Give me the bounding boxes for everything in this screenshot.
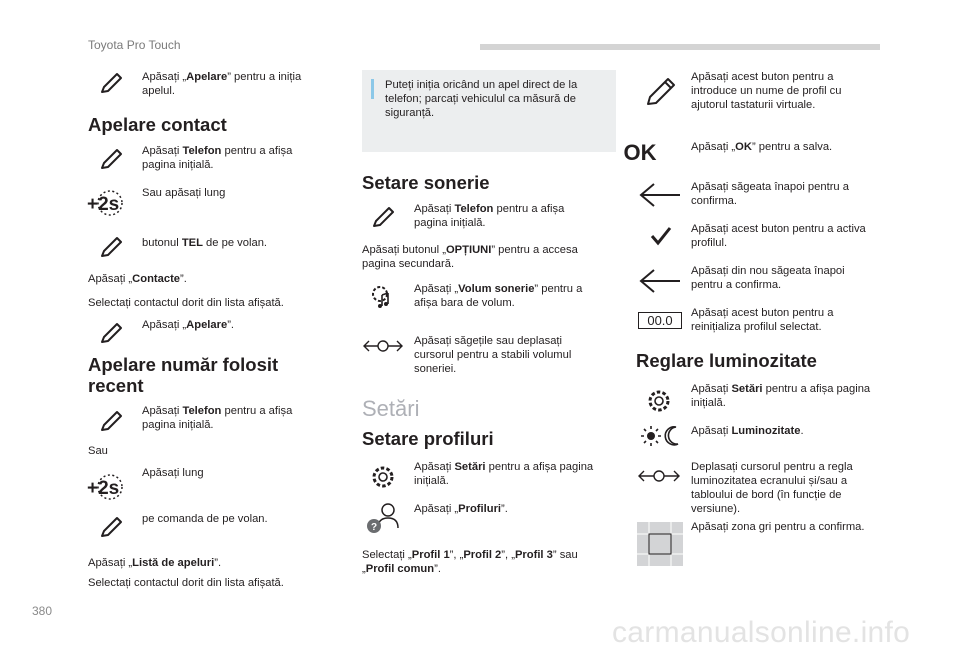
- c2-instr-volume: Apăsați „Volum sonerie” pentru a afișa bara de volum.: [414, 283, 583, 309]
- back-arrow-icon: [638, 268, 682, 294]
- svg-text:?: ?: [371, 522, 378, 533]
- slider-arrows-icon: [363, 338, 403, 354]
- volume-gear-icon: [368, 282, 396, 310]
- brightness-icon: [640, 424, 682, 448]
- c3-instr-brightness: Apăsați Luminozitate.: [691, 425, 804, 437]
- c1-instr-phone: Apăsați Telefon pentru a afișa pagina inițială.: [142, 145, 293, 171]
- c3-instr-name: Apăsați acest buton pentru a introduce un nume de profil cu ajutorul tastaturii virtuale.: [691, 71, 842, 111]
- edit-pencil-icon: [646, 76, 678, 106]
- reset-counter-icon: 00.0: [638, 312, 682, 329]
- pencil-icon: [100, 322, 124, 344]
- back-arrow-icon: [638, 182, 682, 208]
- c1-para-select2: Selectați contactul dorit din lista afișată.: [88, 577, 284, 589]
- c1-para-calllist: Apăsați „Listă de apeluri”.: [88, 557, 222, 569]
- c3-instr-ok: Apăsați „OK” pentru a salva.: [691, 141, 833, 153]
- c3-instr-slider: Deplasați cursorul pentru a regla luminozitatea ecranului și/sau a tabloului de bord (în funcție de versiune).: [691, 461, 853, 515]
- header-title: Toyota Pro Touch: [88, 38, 181, 52]
- grey-zone-icon: [637, 522, 683, 566]
- hold-2s-icon: [86, 190, 128, 218]
- checkmark-icon: [650, 226, 672, 246]
- pencil-icon: [100, 148, 124, 170]
- c1-para-select: Selectați contactul dorit din lista afișată.: [88, 297, 284, 309]
- note-accent-bar: [371, 79, 374, 99]
- profile-user-icon: [366, 500, 402, 538]
- heading-apelare-contact: Apelare contact: [88, 114, 227, 135]
- c1-instr-call: Apăsați „Apelare” pentru a iniția apelul.: [142, 71, 302, 97]
- heading-apelare-recent: Apelare număr folosit recent: [88, 354, 279, 396]
- slider-arrows-icon: [638, 468, 680, 484]
- settings-gear-icon: [646, 388, 672, 414]
- c2-instr-phone: Apăsați Telefon pentru a afișa pagina inițială.: [414, 203, 565, 229]
- c3-instr-reset: Apăsați acest buton pentru a reinițializa profilul selectat.: [691, 307, 834, 333]
- pencil-icon: [100, 516, 124, 538]
- c1-instr-call2: Apăsați „Apelare”.: [142, 319, 235, 331]
- ok-icon: OK: [623, 140, 657, 165]
- watermark: carmanualsonline.info: [612, 616, 911, 649]
- c3-instr-activate: Apăsați acest buton pentru a activa profilul.: [691, 223, 866, 249]
- c3-instr-grey: Apăsați zona gri pentru a confirma.: [691, 521, 865, 533]
- c1-instr-phone2: Apăsați Telefon pentru a afișa pagina inițială.: [142, 405, 293, 431]
- c2-para-options: Apăsați butonul „OPȚIUNI” pentru a accesa pagina secundară.: [362, 244, 578, 270]
- heading-setare-profiluri: Setare profiluri: [362, 428, 494, 449]
- svg-text:+2s: +2s: [87, 478, 120, 499]
- c1-instr-wheel: pe comanda de pe volan.: [142, 513, 268, 525]
- c1-instr-long2: Apăsați lung: [142, 467, 204, 479]
- settings-gear-icon: [370, 464, 396, 490]
- pencil-icon: [100, 72, 124, 94]
- c2-instr-settings: Apăsați Setări pentru a afișa pagina inițială.: [414, 461, 594, 487]
- heading-reglare-luminozitate: Reglare luminozitate: [636, 350, 817, 371]
- c3-instr-settings: Apăsați Setări pentru a afișa pagina inițială.: [691, 383, 871, 409]
- page-number: 380: [32, 604, 53, 618]
- header-bar: [480, 44, 880, 50]
- hold-2s-icon: [86, 474, 128, 502]
- pencil-icon: [100, 410, 124, 432]
- c2-instr-arrows: Apăsați săgețile sau deplasați cursorul pentru a stabili volumul soneriei.: [414, 335, 572, 375]
- note-text: Puteți iniția oricând un apel direct de la telefon; parcați vehiculul ca măsură de siguranță.: [385, 79, 578, 119]
- c1-instr-tel: butonul TEL de pe volan.: [142, 237, 268, 249]
- c3-instr-back: Apăsați săgeata înapoi pentru a confirma.: [691, 181, 849, 207]
- c1-para-or: Sau: [88, 445, 108, 457]
- heading-setare-sonerie: Setare sonerie: [362, 172, 490, 193]
- heading-setari: Setări: [362, 396, 420, 421]
- c3-instr-back2: Apăsați din nou săgeata înapoi pentru a confirma.: [691, 265, 845, 291]
- svg-text:+2s: +2s: [87, 194, 120, 215]
- pencil-icon: [372, 206, 396, 228]
- c1-para-contacts: Apăsați „Contacte”.: [88, 273, 187, 285]
- pencil-icon: [100, 236, 124, 258]
- c2-para-select-profile: Selectați „Profil 1”, „Profil 2”, „Profil 3” sau „Profil comun”.: [362, 549, 578, 575]
- c1-instr-long: Sau apăsați lung: [142, 187, 226, 199]
- c2-instr-profiles: Apăsați „Profiluri”.: [414, 503, 508, 515]
